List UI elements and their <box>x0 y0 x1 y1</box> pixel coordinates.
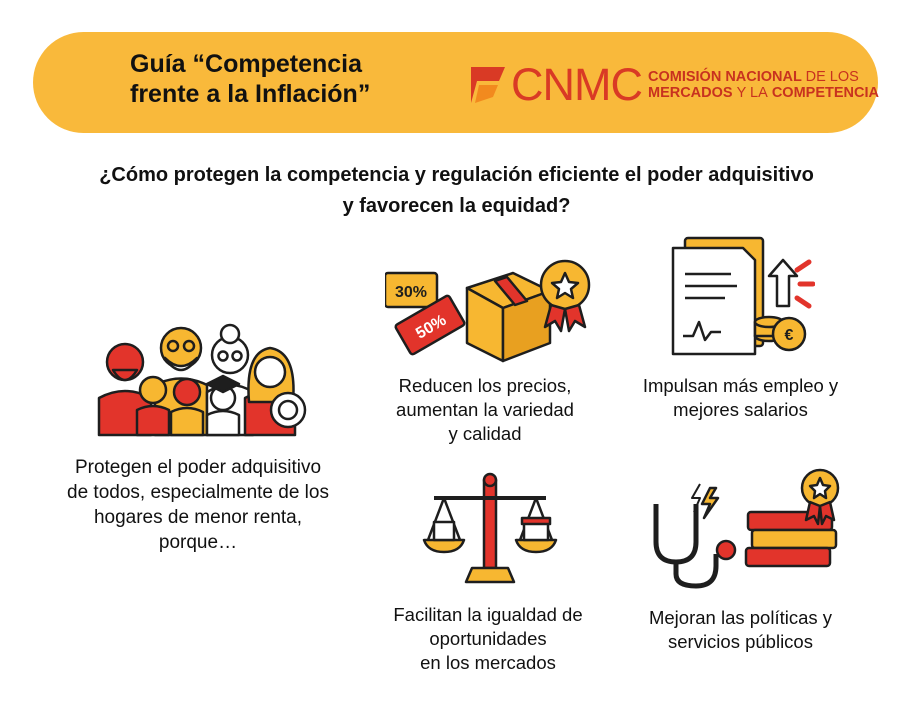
family-caption-line3: hogares de menor renta, <box>93 507 303 528</box>
logo-line2-light: Y LA <box>736 85 768 101</box>
document-salary-icon <box>665 236 815 361</box>
cnmc-logo-mark-icon <box>471 67 509 103</box>
main-question <box>50 160 863 222</box>
cnmc-logo-fullname <box>648 69 879 101</box>
cnmc-logo-abbrev: CNMC <box>511 59 642 110</box>
item-caption-public-services <box>628 606 853 654</box>
main-question-line1: ¿Cómo protegen la competencia y regulación eficiente el poder adquisitivo <box>99 164 814 186</box>
item-caption-prices-line1: Reducen los precios, <box>398 375 572 396</box>
tag-30-label: 30% <box>394 284 428 301</box>
item-caption-employment <box>628 374 853 422</box>
balance-scale-icon <box>420 472 560 587</box>
guide-title-line1: Guía “Competencia <box>130 50 362 78</box>
family-caption-line4: porque… <box>158 532 238 553</box>
item-caption-equality <box>378 603 598 675</box>
discount-box-icon <box>385 253 595 363</box>
item-caption-prices-line2: aumentan la variedad <box>396 399 574 420</box>
family-icon <box>95 310 317 440</box>
svg-text:€: € <box>784 327 794 344</box>
logo-line1-bold: COMISIÓN NACIONAL <box>647 69 802 85</box>
tag-50-label: 50% <box>413 311 450 343</box>
family-caption <box>48 455 348 555</box>
main-question-line2: y favorecen la equidad? <box>342 195 571 217</box>
item-caption-employment-line1: Impulsan más empleo y <box>642 375 839 396</box>
family-caption-line1: Protegen el poder adquisitivo <box>74 457 322 478</box>
cnmc-logo <box>471 59 879 110</box>
item-caption-equality-line3: en los mercados <box>420 652 556 673</box>
stethoscope-books-icon <box>640 462 850 590</box>
logo-line2-bold-end: COMPETENCIA <box>771 85 879 101</box>
item-caption-public-services-line2: servicios públicos <box>668 631 813 652</box>
item-caption-equality-line2: oportunidades <box>429 628 547 649</box>
header-banner <box>33 32 878 133</box>
guide-title-line2: frente a la Inflación” <box>130 80 371 108</box>
logo-line1-light: DE LOS <box>805 69 859 85</box>
item-caption-prices <box>375 374 595 446</box>
item-caption-employment-line2: mejores salarios <box>673 399 808 420</box>
logo-line2-bold: MERCADOS <box>647 85 733 101</box>
item-caption-equality-line1: Facilitan la igualdad de <box>393 604 583 625</box>
family-caption-line2: de todos, especialmente de los <box>67 482 329 503</box>
item-caption-prices-line3: y calidad <box>448 423 522 444</box>
guide-title <box>130 49 370 109</box>
item-caption-public-services-line1: Mejoran las políticas y <box>648 607 833 628</box>
